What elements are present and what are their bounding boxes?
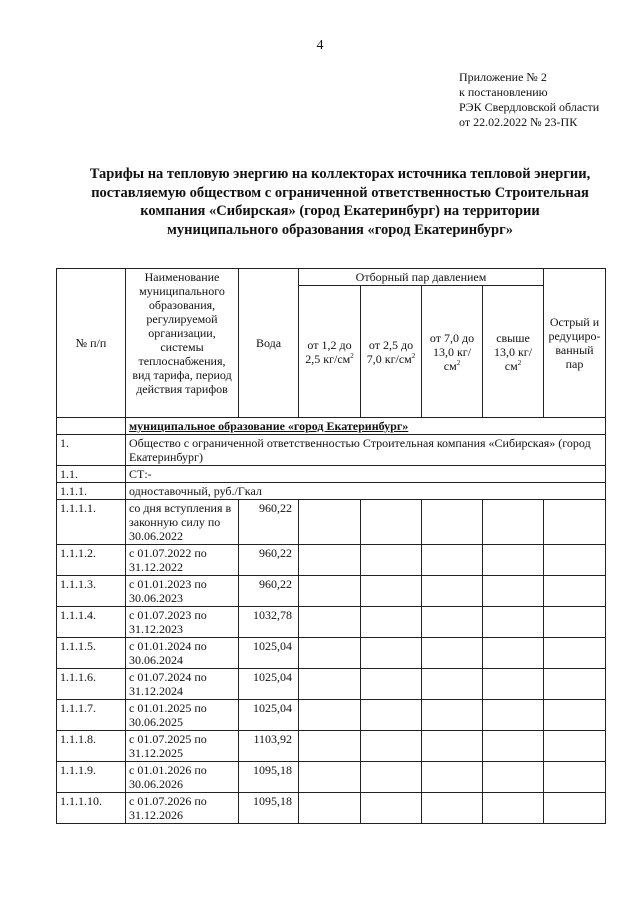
empty-cell <box>483 638 544 669</box>
row-period: с 01.07.2022 по 31.12.2022 <box>126 545 239 576</box>
empty-cell <box>422 500 483 545</box>
table-row <box>57 669 606 700</box>
empty-cell <box>361 762 422 793</box>
empty-cell <box>483 793 544 824</box>
row-period: со дня вступления в законную силу по 30.06.2022 <box>126 500 239 545</box>
row-period: с 01.01.2026 по 30.06.2026 <box>126 762 239 793</box>
empty-cell <box>544 762 606 793</box>
empty-cell <box>361 576 422 607</box>
empty-cell <box>483 700 544 731</box>
empty-cell <box>299 731 361 762</box>
section-title: муниципальное образование «город Екатеринбург» <box>126 418 606 435</box>
row-num: 1.1.1.8. <box>57 731 126 762</box>
row-num: 1.1.1.2. <box>57 545 126 576</box>
title-line: компания «Сибирская» (город Екатеринбург) на территории <box>140 203 540 219</box>
header-sharp-steam: Острый и редуциро-ванный пар <box>544 269 606 418</box>
empty-cell <box>361 731 422 762</box>
row-water-value: 960,22 <box>239 576 299 607</box>
table-row <box>57 793 606 824</box>
empty-cell <box>361 669 422 700</box>
empty-cell <box>422 700 483 731</box>
empty-cell <box>299 607 361 638</box>
row-num: 1.1.1.5. <box>57 638 126 669</box>
table-row <box>57 545 606 576</box>
section-num-cell <box>57 418 126 435</box>
empty-cell <box>299 762 361 793</box>
header-steam-group: Отборный пар давлением <box>299 269 544 286</box>
header-name: Наименование муниципального образования, регулируемой организации, системы теплоснабжения, вид тарифа, период действия тарифов <box>126 269 239 418</box>
title-line: муниципального образования «город Екатеринбург» <box>167 221 513 238</box>
table-row <box>57 700 606 731</box>
tariff-type-num: 1.1.1. <box>57 483 126 500</box>
empty-cell <box>422 607 483 638</box>
empty-cell <box>422 576 483 607</box>
empty-cell <box>422 638 483 669</box>
row-num: 1.1.1.3. <box>57 576 126 607</box>
empty-cell <box>483 762 544 793</box>
row-num: 1.1.1.6. <box>57 669 126 700</box>
empty-cell <box>361 500 422 545</box>
row-water-value: 960,22 <box>239 500 299 545</box>
empty-cell <box>361 545 422 576</box>
row-water-value: 1095,18 <box>239 793 299 824</box>
empty-cell <box>483 500 544 545</box>
row-period: с 01.07.2025 по 31.12.2025 <box>126 731 239 762</box>
empty-cell <box>422 731 483 762</box>
row-num: 1.1.1.4. <box>57 607 126 638</box>
tariff-type-label: одноставочный, руб./Гкал <box>126 483 606 500</box>
row-water-value: 960,22 <box>239 545 299 576</box>
empty-cell <box>361 793 422 824</box>
empty-cell <box>422 669 483 700</box>
row-num: 1.1.1.7. <box>57 700 126 731</box>
row-water-value: 1025,04 <box>239 638 299 669</box>
org-num: 1. <box>57 435 126 466</box>
empty-cell <box>299 500 361 545</box>
row-water-value: 1025,04 <box>239 700 299 731</box>
empty-cell <box>422 793 483 824</box>
empty-cell <box>544 638 606 669</box>
empty-cell <box>544 607 606 638</box>
empty-cell <box>483 731 544 762</box>
page-number: 4 <box>316 38 324 53</box>
empty-cell <box>544 700 606 731</box>
table-row <box>57 500 606 545</box>
empty-cell <box>299 700 361 731</box>
table-row <box>57 762 606 793</box>
title-line: поставляемую обществом с ограниченной ответственностью Строительная <box>91 184 589 201</box>
empty-cell <box>483 669 544 700</box>
st-num: 1.1. <box>57 466 126 483</box>
empty-cell <box>422 762 483 793</box>
row-period: с 01.01.2023 по 30.06.2023 <box>126 576 239 607</box>
title-line: Тарифы на тепловую энергию на коллекторах источника тепловой энергии, <box>89 166 591 182</box>
header-pressure-3: от 7,0 до 13,0 $кг/см^2$ <box>422 286 483 418</box>
empty-cell <box>544 669 606 700</box>
empty-cell <box>299 545 361 576</box>
row-period: с 01.01.2024 по 30.06.2024 <box>126 638 239 669</box>
row-water-value: 1032,78 <box>239 607 299 638</box>
empty-cell <box>544 731 606 762</box>
appendix-line: РЭК Свердловской области <box>459 100 600 114</box>
empty-cell <box>299 669 361 700</box>
row-period: с 01.07.2024 по 31.12.2024 <box>126 669 239 700</box>
row-water-value: 1025,04 <box>239 669 299 700</box>
empty-cell <box>544 793 606 824</box>
header-pressure-1: от 1,2 до 2,5 $кг/см^2$ <box>299 286 361 418</box>
header-pressure-4: свыше 13,0 $кг/см^2$ <box>483 286 544 418</box>
appendix-line: от 22.02.2022 № 23-ПК <box>459 115 578 129</box>
row-water-value: 1103,92 <box>239 731 299 762</box>
row-period: с 01.07.2023 по 31.12.2023 <box>126 607 239 638</box>
row-num: 1.1.1.9. <box>57 762 126 793</box>
table-row <box>57 638 606 669</box>
header-num: № п/п <box>57 269 126 418</box>
empty-cell <box>422 545 483 576</box>
appendix-block <box>459 70 599 130</box>
tariff-table <box>56 268 606 824</box>
empty-cell <box>299 638 361 669</box>
empty-cell <box>483 576 544 607</box>
row-num: 1.1.1.1. <box>57 500 126 545</box>
empty-cell <box>361 607 422 638</box>
header-pressure-2: от 2,5 до 7,0 $кг/см^2$ <box>361 286 422 418</box>
row-water-value: 1095,18 <box>239 762 299 793</box>
empty-cell <box>544 545 606 576</box>
row-period: с 01.01.2025 по 30.06.2025 <box>126 700 239 731</box>
empty-cell <box>299 576 361 607</box>
st-label: СТ:- <box>126 466 606 483</box>
header-water: Вода <box>239 269 299 418</box>
table-row <box>57 607 606 638</box>
table-row <box>57 576 606 607</box>
empty-cell <box>299 793 361 824</box>
empty-cell <box>483 607 544 638</box>
appendix-line: к постановлению <box>459 85 548 99</box>
document-title <box>60 165 620 239</box>
row-period: с 01.07.2026 по 31.12.2026 <box>126 793 239 824</box>
org-name: Общество с ограниченной ответственностью Строительная компания «Сибирская» (город Екатеринбург) <box>126 435 606 466</box>
empty-cell <box>361 638 422 669</box>
row-num: 1.1.1.10. <box>57 793 126 824</box>
appendix-line: Приложение № 2 <box>459 70 547 84</box>
table-row <box>57 731 606 762</box>
empty-cell <box>544 500 606 545</box>
empty-cell <box>544 576 606 607</box>
empty-cell <box>483 545 544 576</box>
empty-cell <box>361 700 422 731</box>
